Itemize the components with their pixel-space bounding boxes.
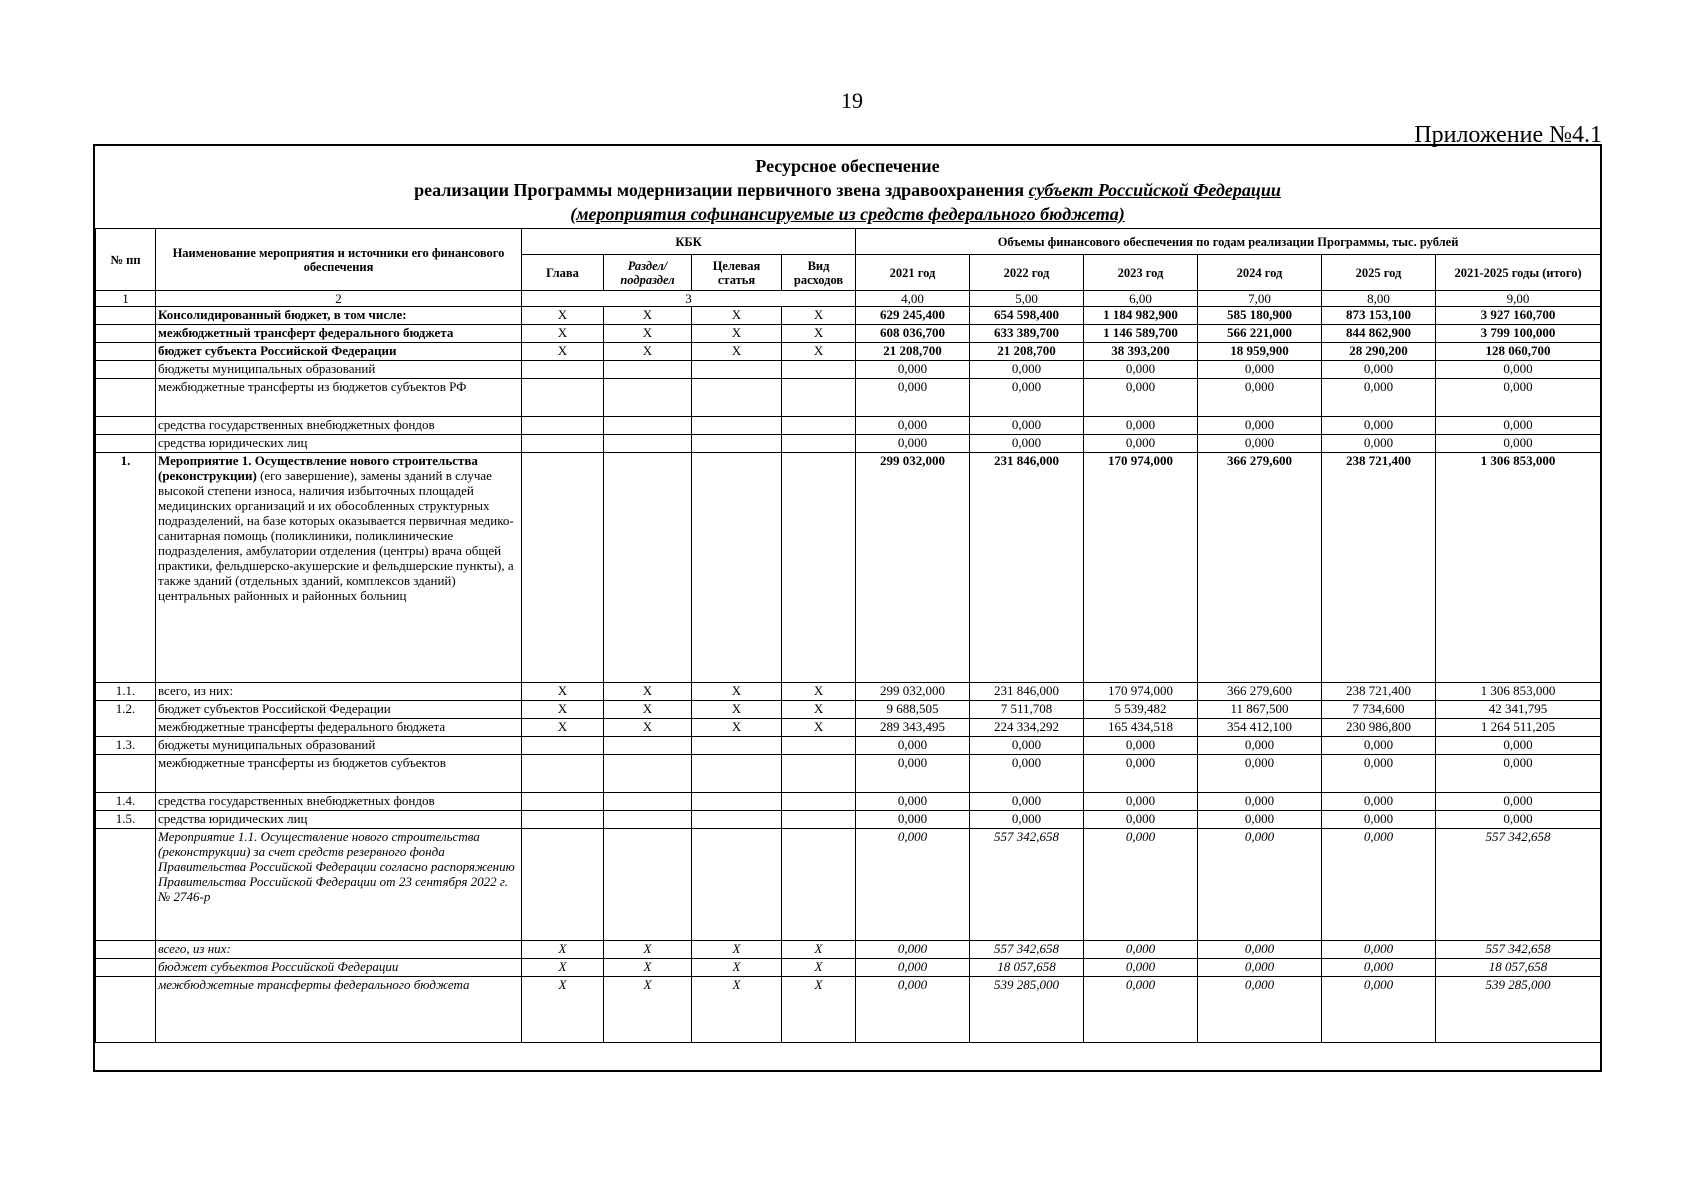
total-cell: 1 306 853,000 (1436, 683, 1601, 701)
value-cell: 238 721,400 (1322, 683, 1436, 701)
kbk-cell: X (692, 683, 782, 701)
row-name: межбюджетные трансферты из бюджетов субъектов (156, 755, 522, 793)
value-cell: 0,000 (856, 435, 970, 453)
table-row (96, 379, 1601, 417)
kbk-cell: X (692, 977, 782, 1043)
kbk-cell (692, 793, 782, 811)
value-cell: 0,000 (1322, 379, 1436, 417)
value-cell: 0,000 (1084, 379, 1198, 417)
value-cell: 557 342,658 (970, 941, 1084, 959)
table-row (96, 755, 1601, 793)
kbk-cell: X (604, 701, 692, 719)
table-row (96, 977, 1601, 1043)
value-cell: 0,000 (856, 361, 970, 379)
value-cell: 0,000 (1198, 959, 1322, 977)
kbk-cell: X (692, 941, 782, 959)
table-body (96, 307, 1601, 1043)
table-row (96, 325, 1601, 343)
row-name: бюджет субъектов Российской Федерации (156, 701, 522, 719)
kbk-cell (604, 755, 692, 793)
title-block (95, 146, 1600, 228)
value-cell: 0,000 (970, 737, 1084, 755)
row-number: 1.4. (96, 793, 156, 811)
total-cell: 1 264 511,205 (1436, 719, 1601, 737)
header-year: 2025 год (1322, 255, 1436, 291)
value-cell: 557 342,658 (970, 829, 1084, 941)
title-line-2-prefix: реализации Программы модернизации первичного звена здравоохранения (414, 180, 1025, 200)
header-year: 2021 год (856, 255, 970, 291)
value-cell: 230 986,800 (1322, 719, 1436, 737)
kbk-cell (782, 379, 856, 417)
value-cell: 0,000 (1084, 361, 1198, 379)
header-kbk: КБК (522, 229, 856, 255)
row-number (96, 959, 156, 977)
row-name: Консолидированный бюджет, в том числе: (156, 307, 522, 325)
header-glava: Глава (522, 255, 604, 291)
value-cell: 238 721,400 (1322, 453, 1436, 683)
kbk-cell (522, 361, 604, 379)
value-cell: 633 389,700 (970, 325, 1084, 343)
row-number (96, 325, 156, 343)
row-number (96, 977, 156, 1043)
colnum: 3 (522, 291, 856, 307)
kbk-cell (782, 811, 856, 829)
kbk-cell: X (782, 307, 856, 325)
kbk-cell: X (604, 941, 692, 959)
title-line-1: Ресурсное обеспечение (755, 156, 940, 176)
kbk-cell (604, 829, 692, 941)
page-number: 19 (841, 88, 863, 113)
value-cell: 18 057,658 (970, 959, 1084, 977)
colnum: 7,00 (1198, 291, 1322, 307)
kbk-cell (692, 829, 782, 941)
row-number (96, 307, 156, 325)
value-cell: 7 511,708 (970, 701, 1084, 719)
kbk-cell: X (782, 941, 856, 959)
value-cell: 0,000 (1198, 941, 1322, 959)
total-cell: 0,000 (1436, 755, 1601, 793)
value-cell: 0,000 (1084, 435, 1198, 453)
value-cell: 5 539,482 (1084, 701, 1198, 719)
title-line-3: (мероприятия софинансируемые из средств федерального бюджета) (570, 204, 1125, 224)
value-cell: 11 867,500 (1198, 701, 1322, 719)
total-cell: 557 342,658 (1436, 829, 1601, 941)
value-cell: 0,000 (856, 977, 970, 1043)
value-cell: 299 032,000 (856, 453, 970, 683)
row-name-rest: (его завершение), замены зданий в случае высокой степени износа, наличия избыточных площадей медицинских организаций и их обособленных структурных подразделений, на базе которых оказывается первичная медико-санитарная помощь (поликлиники, поликлинические подразделения, амбулатории отделения (центры) врача общей практики, фельдшерско-акушерские и фельдшерские пункты), а также зданий (отдельных зданий, комплексов зданий) центральных районных и районных больниц (158, 468, 514, 603)
row-name: бюджеты муниципальных образований (156, 737, 522, 755)
kbk-cell: X (604, 307, 692, 325)
value-cell: 0,000 (856, 755, 970, 793)
kbk-cell (782, 361, 856, 379)
kbk-cell: X (522, 701, 604, 719)
row-name: межбюджетные трансферты федерального бюджета (156, 977, 522, 1043)
colnum: 6,00 (1084, 291, 1198, 307)
value-cell: 21 208,700 (856, 343, 970, 361)
kbk-cell: X (522, 941, 604, 959)
value-cell: 0,000 (856, 941, 970, 959)
kbk-cell (522, 379, 604, 417)
kbk-cell (522, 417, 604, 435)
kbk-cell: X (782, 701, 856, 719)
kbk-cell (692, 453, 782, 683)
value-cell: 0,000 (1322, 829, 1436, 941)
colnum: 8,00 (1322, 291, 1436, 307)
value-cell: 0,000 (1322, 737, 1436, 755)
total-cell: 557 342,658 (1436, 941, 1601, 959)
value-cell: 0,000 (1198, 755, 1322, 793)
row-number: 1. (96, 453, 156, 683)
value-cell: 0,000 (1198, 811, 1322, 829)
kbk-cell: X (604, 683, 692, 701)
appendix-label: Приложение №4.1 (1414, 122, 1602, 148)
kbk-cell (522, 829, 604, 941)
row-number (96, 829, 156, 941)
table-row (96, 453, 1601, 683)
colnum: 5,00 (970, 291, 1084, 307)
kbk-cell (604, 417, 692, 435)
kbk-cell: X (782, 683, 856, 701)
row-name: средства юридических лиц (156, 811, 522, 829)
kbk-cell: X (522, 683, 604, 701)
header-vid: Вид расходов (782, 255, 856, 291)
value-cell: 0,000 (1084, 977, 1198, 1043)
row-name: средства юридических лиц (156, 435, 522, 453)
value-cell: 0,000 (856, 379, 970, 417)
value-cell: 0,000 (1198, 435, 1322, 453)
row-name-bold: Мероприятие 1. Осуществление нового строительства (реконструкции) (158, 453, 478, 483)
value-cell: 299 032,000 (856, 683, 970, 701)
value-cell: 0,000 (970, 361, 1084, 379)
kbk-cell (522, 737, 604, 755)
kbk-cell (604, 811, 692, 829)
value-cell: 231 846,000 (970, 683, 1084, 701)
table-row (96, 417, 1601, 435)
kbk-cell (692, 417, 782, 435)
table-row (96, 811, 1601, 829)
value-cell: 0,000 (1322, 435, 1436, 453)
total-cell: 128 060,700 (1436, 343, 1601, 361)
kbk-cell (522, 811, 604, 829)
row-name: средства государственных внебюджетных фондов (156, 417, 522, 435)
kbk-cell: X (522, 977, 604, 1043)
value-cell: 0,000 (1084, 737, 1198, 755)
value-cell: 0,000 (970, 811, 1084, 829)
total-cell: 42 341,795 (1436, 701, 1601, 719)
kbk-cell (604, 453, 692, 683)
value-cell: 0,000 (856, 793, 970, 811)
value-cell: 0,000 (970, 755, 1084, 793)
row-name: бюджеты муниципальных образований (156, 361, 522, 379)
title-subject: субъект Российской Федерации (1028, 180, 1281, 200)
table-row (96, 959, 1601, 977)
table-row (96, 307, 1601, 325)
value-cell: 0,000 (1322, 361, 1436, 379)
kbk-cell: X (782, 719, 856, 737)
colnum: 1 (96, 291, 156, 307)
value-cell: 366 279,600 (1198, 453, 1322, 683)
value-cell: 0,000 (1198, 361, 1322, 379)
header-year: 2024 год (1198, 255, 1322, 291)
value-cell: 566 221,000 (1198, 325, 1322, 343)
value-cell: 224 334,292 (970, 719, 1084, 737)
kbk-cell: X (604, 959, 692, 977)
header-volumes: Объемы финансового обеспечения по годам реализации Программы, тыс. рублей (856, 229, 1601, 255)
value-cell: 0,000 (970, 793, 1084, 811)
value-cell: 0,000 (1198, 829, 1322, 941)
value-cell: 0,000 (970, 379, 1084, 417)
row-number: 1.3. (96, 737, 156, 755)
kbk-cell: X (692, 719, 782, 737)
row-number (96, 941, 156, 959)
kbk-cell: X (782, 343, 856, 361)
kbk-cell: X (604, 719, 692, 737)
row-name: средства государственных внебюджетных фондов (156, 793, 522, 811)
total-cell: 3 927 160,700 (1436, 307, 1601, 325)
table-row (96, 793, 1601, 811)
value-cell: 0,000 (1084, 417, 1198, 435)
row-name: бюджет субъекта Российской Федерации (156, 343, 522, 361)
row-number (96, 417, 156, 435)
value-cell: 231 846,000 (970, 453, 1084, 683)
row-number (96, 379, 156, 417)
budget-table (95, 228, 1601, 1043)
table-row (96, 829, 1601, 941)
value-cell: 0,000 (1084, 755, 1198, 793)
row-name: всего, из них: (156, 941, 522, 959)
value-cell: 0,000 (1198, 793, 1322, 811)
kbk-cell (522, 453, 604, 683)
value-cell: 38 393,200 (1084, 343, 1198, 361)
table-row (96, 435, 1601, 453)
value-cell: 0,000 (856, 811, 970, 829)
total-cell: 539 285,000 (1436, 977, 1601, 1043)
row-number (96, 343, 156, 361)
value-cell: 21 208,700 (970, 343, 1084, 361)
value-cell: 873 153,100 (1322, 307, 1436, 325)
kbk-cell (782, 755, 856, 793)
kbk-cell: X (522, 959, 604, 977)
value-cell: 28 290,200 (1322, 343, 1436, 361)
header-year-total: 2021-2025 годы (итого) (1436, 255, 1601, 291)
value-cell: 1 184 982,900 (1084, 307, 1198, 325)
kbk-cell: X (604, 977, 692, 1043)
kbk-cell (782, 737, 856, 755)
total-cell: 3 799 100,000 (1436, 325, 1601, 343)
row-name: Мероприятие 1.1. Осуществление нового строительства (реконструкции) за счет средств резервного фонда Правительства Российской Федерации согласно распоряжению Правительства Российской Федерации от 23 сентября 2022 г. № 2746-р (156, 829, 522, 941)
kbk-cell (782, 453, 856, 683)
kbk-cell: X (522, 307, 604, 325)
kbk-cell: X (604, 325, 692, 343)
kbk-cell (604, 361, 692, 379)
total-cell: 0,000 (1436, 811, 1601, 829)
row-number (96, 755, 156, 793)
kbk-cell: X (522, 719, 604, 737)
value-cell: 0,000 (1084, 959, 1198, 977)
value-cell: 9 688,505 (856, 701, 970, 719)
value-cell: 366 279,600 (1198, 683, 1322, 701)
header-num: № пп (96, 229, 156, 291)
row-name: межбюджетный трансферт федерального бюджета (156, 325, 522, 343)
value-cell: 844 862,900 (1322, 325, 1436, 343)
kbk-cell (604, 379, 692, 417)
kbk-cell (692, 361, 782, 379)
document-frame (93, 144, 1602, 1072)
kbk-cell: X (692, 325, 782, 343)
kbk-cell: X (782, 959, 856, 977)
value-cell: 18 959,900 (1198, 343, 1322, 361)
header-razdel: Раздел/ подраздел (604, 255, 692, 291)
kbk-cell (522, 755, 604, 793)
value-cell: 170 974,000 (1084, 453, 1198, 683)
value-cell: 165 434,518 (1084, 719, 1198, 737)
row-number: 1.1. (96, 683, 156, 701)
kbk-cell: X (692, 959, 782, 977)
value-cell: 170 974,000 (1084, 683, 1198, 701)
kbk-cell: X (604, 343, 692, 361)
kbk-cell (782, 435, 856, 453)
value-cell: 0,000 (970, 435, 1084, 453)
value-cell: 0,000 (1084, 793, 1198, 811)
kbk-cell: X (522, 343, 604, 361)
kbk-cell (782, 417, 856, 435)
value-cell: 0,000 (856, 737, 970, 755)
kbk-cell (522, 793, 604, 811)
colnum: 4,00 (856, 291, 970, 307)
header-celevaya: Целевая статья (692, 255, 782, 291)
kbk-cell: X (782, 325, 856, 343)
total-cell: 0,000 (1436, 361, 1601, 379)
kbk-cell: X (692, 307, 782, 325)
value-cell: 0,000 (1322, 417, 1436, 435)
value-cell: 0,000 (856, 417, 970, 435)
value-cell: 0,000 (1084, 811, 1198, 829)
header-name: Наименование мероприятия и источники его финансового обеспечения (156, 229, 522, 291)
table-row (96, 701, 1601, 719)
kbk-cell (604, 793, 692, 811)
value-cell: 289 343,495 (856, 719, 970, 737)
row-number: 1.5. (96, 811, 156, 829)
table-row (96, 737, 1601, 755)
title-line-2 (95, 178, 1600, 202)
value-cell: 0,000 (1322, 793, 1436, 811)
value-cell: 654 598,400 (970, 307, 1084, 325)
total-cell: 18 057,658 (1436, 959, 1601, 977)
value-cell: 354 412,100 (1198, 719, 1322, 737)
kbk-cell (604, 737, 692, 755)
kbk-cell (692, 435, 782, 453)
colnum: 9,00 (1436, 291, 1601, 307)
table-row (96, 683, 1601, 701)
table-row (96, 719, 1601, 737)
value-cell: 0,000 (1322, 811, 1436, 829)
kbk-cell (692, 379, 782, 417)
header-year: 2023 год (1084, 255, 1198, 291)
kbk-cell (782, 829, 856, 941)
kbk-cell: X (522, 325, 604, 343)
row-number (96, 361, 156, 379)
kbk-cell (522, 435, 604, 453)
value-cell: 0,000 (1198, 417, 1322, 435)
kbk-cell (692, 755, 782, 793)
row-number: 1.2. (96, 701, 156, 737)
value-cell: 1 146 589,700 (1084, 325, 1198, 343)
total-cell: 0,000 (1436, 793, 1601, 811)
value-cell: 539 285,000 (970, 977, 1084, 1043)
header-year: 2022 год (970, 255, 1084, 291)
value-cell: 0,000 (1198, 977, 1322, 1043)
value-cell: 0,000 (1322, 977, 1436, 1043)
value-cell: 0,000 (1198, 379, 1322, 417)
row-name (156, 453, 522, 683)
value-cell: 0,000 (1084, 829, 1198, 941)
value-cell: 0,000 (856, 959, 970, 977)
kbk-cell (604, 435, 692, 453)
row-name: межбюджетные трансферты из бюджетов субъектов РФ (156, 379, 522, 417)
total-cell: 0,000 (1436, 417, 1601, 435)
total-cell: 0,000 (1436, 737, 1601, 755)
value-cell: 0,000 (1322, 941, 1436, 959)
table-row (96, 361, 1601, 379)
value-cell: 629 245,400 (856, 307, 970, 325)
total-cell: 0,000 (1436, 379, 1601, 417)
kbk-cell: X (692, 343, 782, 361)
value-cell: 0,000 (1198, 737, 1322, 755)
row-name: бюджет субъектов Российской Федерации (156, 959, 522, 977)
value-cell: 0,000 (970, 417, 1084, 435)
table-row (96, 941, 1601, 959)
value-cell: 585 180,900 (1198, 307, 1322, 325)
kbk-cell (782, 793, 856, 811)
value-cell: 608 036,700 (856, 325, 970, 343)
value-cell: 7 734,600 (1322, 701, 1436, 719)
kbk-cell: X (692, 701, 782, 719)
total-cell: 0,000 (1436, 435, 1601, 453)
row-name: межбюджетные трансферты федерального бюджета (156, 719, 522, 737)
colnum: 2 (156, 291, 522, 307)
total-cell: 1 306 853,000 (1436, 453, 1601, 683)
value-cell: 0,000 (856, 829, 970, 941)
kbk-cell: X (782, 977, 856, 1043)
kbk-cell (692, 737, 782, 755)
table-row (96, 343, 1601, 361)
value-cell: 0,000 (1322, 755, 1436, 793)
row-number (96, 435, 156, 453)
kbk-cell (692, 811, 782, 829)
row-name: всего, из них: (156, 683, 522, 701)
value-cell: 0,000 (1084, 941, 1198, 959)
value-cell: 0,000 (1322, 959, 1436, 977)
